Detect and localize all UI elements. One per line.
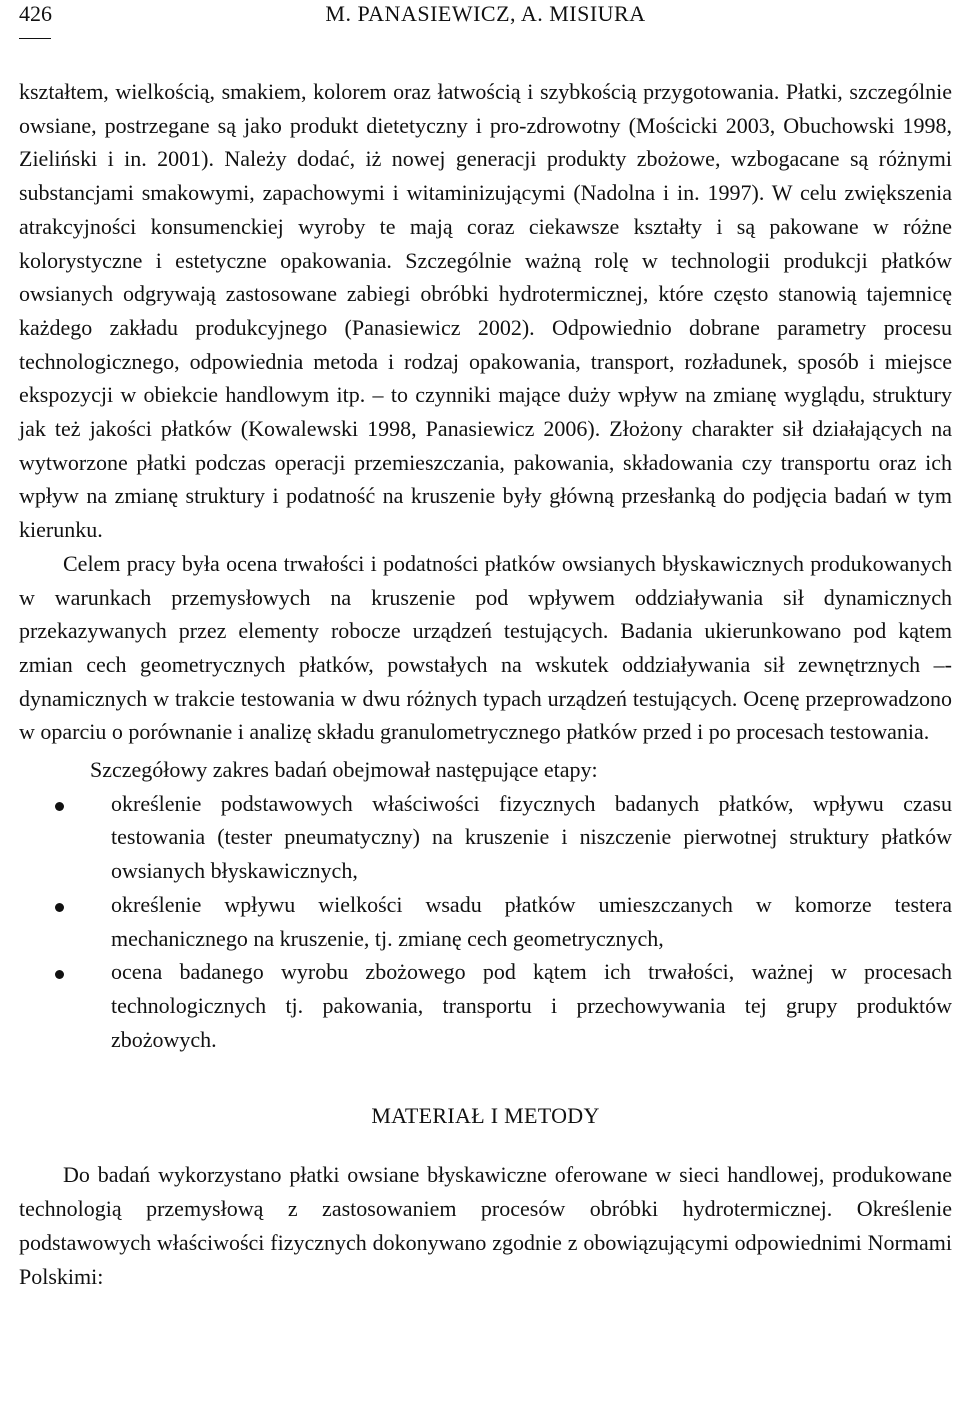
stages-list [19,787,952,1057]
bullet-icon [55,802,64,811]
running-head: M. PANASIEWICZ, A. MISIURA [325,1,646,26]
stage-item [19,955,952,1056]
body-paragraph-2: Celem pracy była ocena trwałości i podatności płatków owsianych błyskawicznych produkowanych w warunkach przemysłowych na kruszenie pod wpływem oddziaływania sił dynamicznych przekazywanych przez elementy robocze urządzeń testujących. Badania ukierunkowano pod kątem zmian cech geometrycznych płatków, powstałych na wskutek oddziaływania sił zewnętrznych –- dynamicznych w trakcie testowania w dwu różnych typach urządzeń testujących. Ocenę przeprowadzono w oparciu o porównanie i analizę składu granulometrycznego płatków przed i po procesach testowania. [19,550,952,745]
bullet-icon [55,903,64,912]
stage-item-text: określenie podstawowych właściwości fizycznych badanych płatków, wpływu czasu testowania (tester pneumatyczny) na kruszenie i niszczenie pierwotnej struktury płatków owsianych błyskawicznych, [111,790,952,884]
stage-item-text: ocena badanego wyrobu zbożowego pod kątem ich trwałości, ważnej w procesach technologicznych tj. pakowania, transportu i przechowywania tej grupy produktów zbożowych. [111,959,952,1052]
stage-item [19,787,952,888]
section-heading: MATERIAŁ I METODY [371,1103,600,1129]
page-header [19,0,952,46]
body-paragraph-1: kształtem, wielkością, smakiem, kolorem oraz łatwością i szybkością przygotowania. Płatki, szczególnie owsiane, postrzegane są jako produkt dietetyczny i pro-zdrowotny (Mościcki 2003, Obuchowski 1998, Zieliński i in. 2001). Należy dodać, iż nowej generacji produkty zbożowe, wzbogacane są różnymi substancjami smakowymi, zapachowymi i witaminizującymi (Nadolna i in. 1997). W celu zwiększenia atrakcyjności konsumenckiej wyroby te mają coraz ciekawsze kształty i są pakowane w różne kolorystyczne i estetyczne opakowania. Szczególnie ważną rolę w technologii produkcji płatków owsianych odgrywają zastosowane zabiegi obróbki hydrotermicznej, które często stanowią tajemnicę każdego zakładu produkcyjnego (Panasiewicz 2002). Odpowiednio dobrane parametry procesu technologicznego, odpowiednia metoda i rodzaj opakowania, transport, rozładunek, sposób i miejsce ekspozycji w obiekcie handlowym itp. – to czynniki mające duży wpływ na zmianę wyglądu, struktury jak też jakości płatków (Kowalewski 1998, Panasiewicz 2006). Złożony charakter sił działających na wytworzone płatki podczas operacji przemieszczania, pakowania, składowania czy transportu oraz ich wpływ na zmianę struktury i podatność na kruszenie były główną przesłanką do podjęcia badań w tym kierunku. [19,79,952,543]
header-rule [19,38,51,39]
page-number: 426 [19,1,52,26]
stages-intro: Szczegółowy zakres badań obejmował następujące etapy: [90,757,598,783]
page [19,0,952,1293]
stage-item-text: określenie wpływu wielkości wsadu płatków umieszczanych w komorze testera mechanicznego na kruszenie, tj. zmianę cech geometrycznych, [111,891,952,951]
section-paragraph-1: Do badań wykorzystano płatki owsiane błyskawiczne oferowane w sieci handlowej, produkowane technologią przemysłową z zastosowaniem procesów obróbki hydrotermicznej. Określenie podstawowych właściwości fizycznych dokonywano zgodnie z obowiązującymi odpowiednimi Normami Polskimi: [19,1162,952,1289]
bullet-icon [55,970,64,979]
stage-item [19,888,952,955]
